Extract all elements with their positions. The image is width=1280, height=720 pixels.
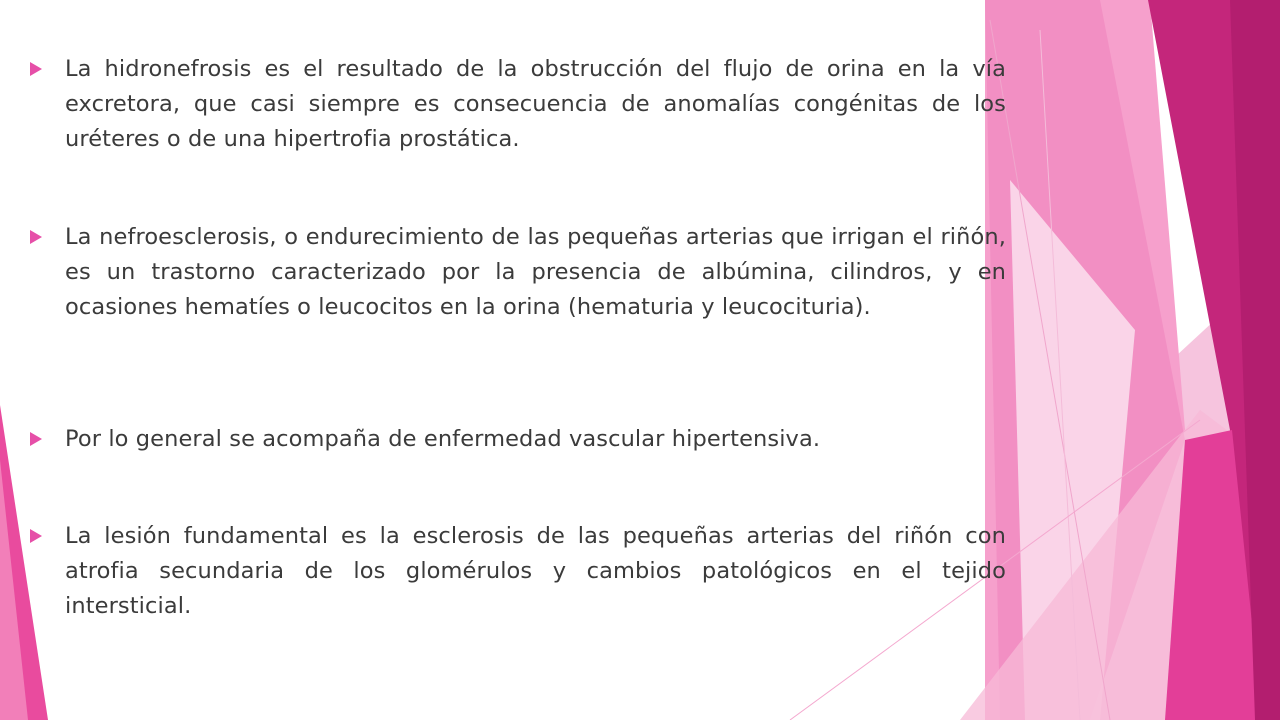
right-triangle-bullet-icon [30,62,42,76]
bullet-text: Por lo general se acompaña de enfermedad vascular hipertensiva. [65,426,821,452]
right-triangle-bullet-icon [30,230,42,244]
right-triangle-bullet-icon [30,529,42,543]
bullet-text: La nefroesclerosis, o endurecimiento de las pequeñas arterias que irrigan el riñón, es un trastorno caracterizado por la presencia de albúmina, cilindros, y en ocasiones hematíes o leucocitos en la orina (hematuria y leucocituria). [65,224,1006,320]
bullet-text: La lesión fundamental es la esclerosis de las pequeñas arterias del riñón con atrofia secundaria de los glomérulos y cambios patológicos en el tejido intersticial. [65,523,1006,619]
right-triangle-bullet-icon [30,432,42,446]
bullet-text: La hidronefrosis es el resultado de la obstrucción del flujo de orina en la vía excretora, que casi siempre es consecuencia de anomalías congénitas de los uréteres o de una hipertrofia prostática. [65,56,1006,152]
